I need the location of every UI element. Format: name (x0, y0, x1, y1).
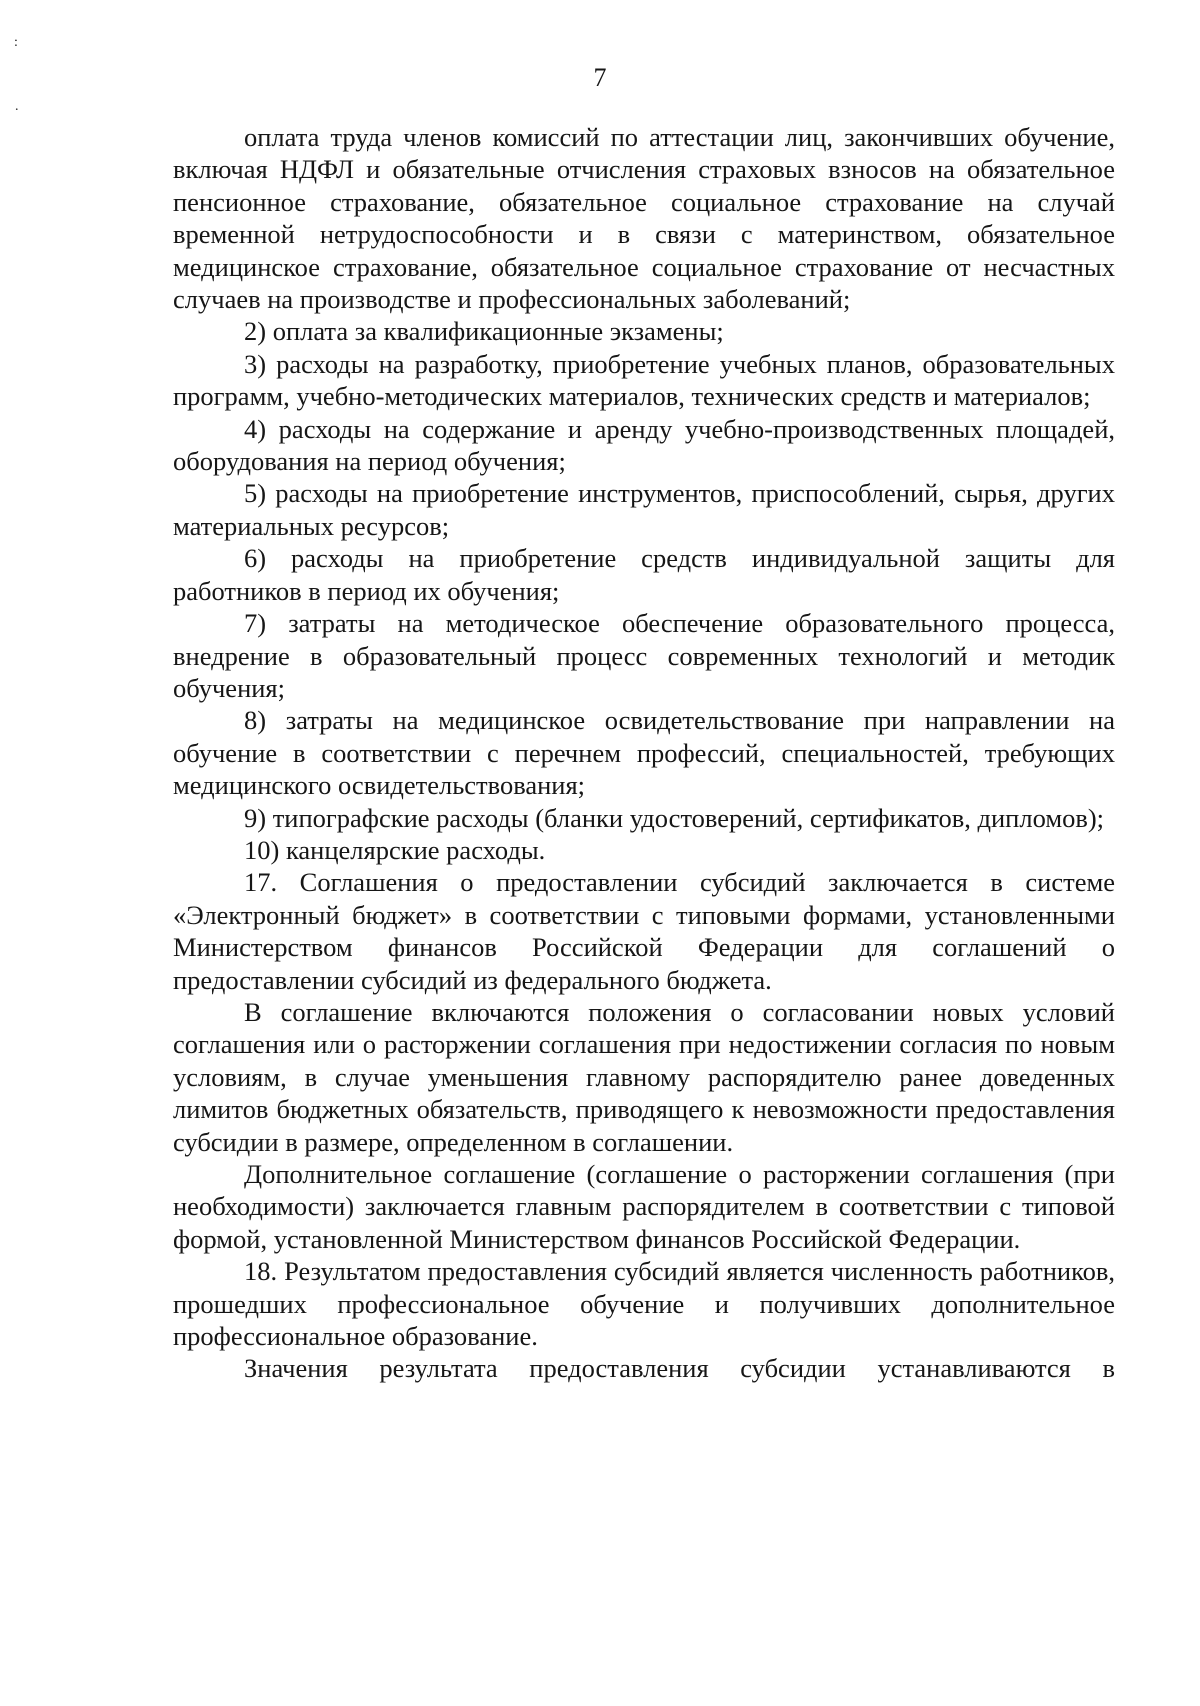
paragraph-item-5: 5) расходы на приобретение инструментов, приспособлений, сырья, других материальных ресурсов; (173, 478, 1115, 541)
paragraph-item-8: 8) затраты на медицинское освидетельствование при направлении на обучение в соответствии с перечнем профессий, специальностей, требующих медицинского освидетельствования; (173, 705, 1115, 801)
page-number: 7 (593, 63, 607, 92)
paragraph-item-4: 4) расходы на содержание и аренду учебно-производственных площадей, оборудования на период обучения; (173, 413, 1115, 477)
paragraph-item-10: 10) канцелярские расходы. (244, 834, 546, 865)
paragraph-additional-agreement: Дополнительное соглашение (соглашение о расторжении соглашения (при необходимости) заключается главным распорядителем в соответствии с типовой формой, установленной Министерством финансов Российской Федерации. (173, 1159, 1115, 1254)
paragraph-agreement-provisions: В соглашение включаются положения о согласовании новых условий соглашения или о расторжении соглашения при недостижении согласия по новым условиям, в случае уменьшения главному распорядителю ранее доведенных лимитов бюджетных обязательств, приводящего к невозможности предоставления субсидии в размере, определенном в соглашении. (173, 996, 1115, 1157)
paragraph-item-7: 7) затраты на методическое обеспечение образовательного процесса, внедрение в образовательный процесс современных технологий и методик обучения; (173, 608, 1115, 703)
scan-mark: . (15, 99, 19, 114)
paragraph-item-2: 2) оплата за квалификационные экзамены; (244, 316, 724, 347)
paragraph-commission-payment: оплата труда членов комиссий по аттестации лиц, закончивших обучение, включая НДФЛ и обязательные отчисления страховых взносов на обязательное пенсионное страхование, обязательное социальное страхование на случай временной нетрудоспособности и в связи с материнством, обязательное медицинское страхование, обязательное социальное страхование от несчастных случаев на производстве и профессиональных заболеваний; (173, 122, 1115, 315)
paragraph-clause-17: 17. Соглашения о предоставлении субсидий заключается в системе «Электронный бюджет» в соответствии с типовыми формами, установленными Министерством финансов Российской Федерации для соглашений о предоставлении субсидий из федерального бюджета. (173, 867, 1115, 995)
paragraph-item-9: 9) типографские расходы (бланки удостоверений, сертификатов, дипломов); (244, 802, 1105, 833)
scan-mark: : (14, 35, 18, 50)
paragraph-result-values: Значения результата предоставления субсидии устанавливаются в (244, 1353, 1115, 1384)
paragraph-item-3: 3) расходы на разработку, приобретение учебных планов, образовательных программ, учебно-методических материалов, технических средств и материалов; (173, 348, 1115, 412)
document-body (173, 121, 1115, 1385)
paragraph-clause-18: 18. Результатом предоставления субсидий является численность работников, прошедших профессиональное обучение и получивших дополнительное профессиональное образование. (173, 1256, 1115, 1352)
paragraph-item-6: 6) расходы на приобретение средств индивидуальной защиты для работников в период их обучения; (173, 543, 1115, 606)
